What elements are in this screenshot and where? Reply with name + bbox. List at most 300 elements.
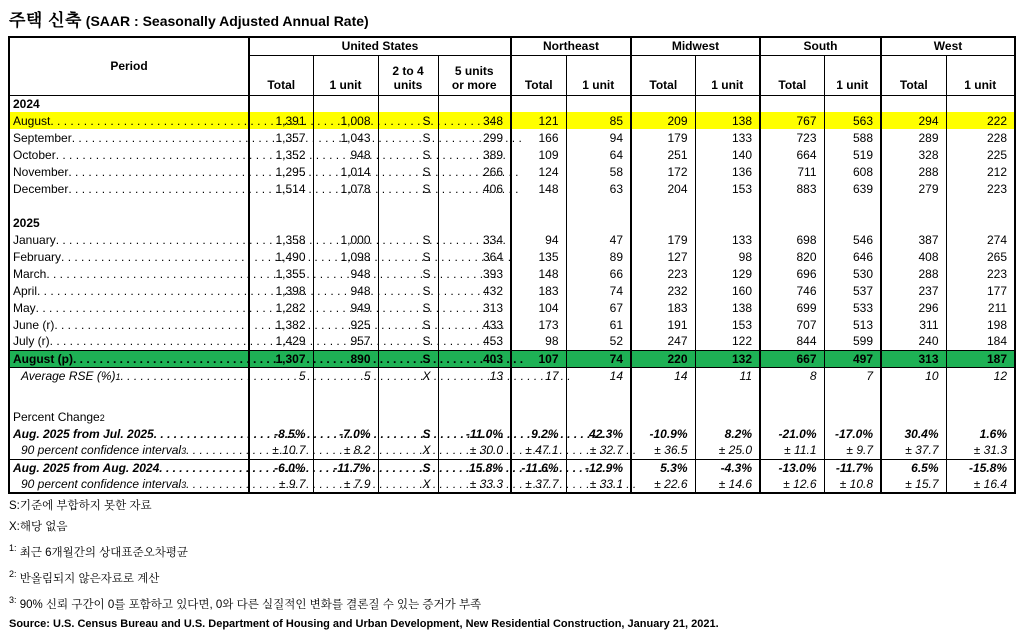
value-cell: ± 37.7 — [881, 442, 946, 459]
value-cell: 1,490 — [249, 248, 313, 265]
value-cell — [631, 214, 695, 231]
period-label-text: 90 percent confidence interval — [21, 477, 182, 491]
value-cell: S — [378, 316, 438, 333]
period-label-text: September — [13, 130, 72, 145]
value-cell: 47 — [566, 231, 631, 248]
value-cell: 664 — [760, 146, 824, 163]
value-cell: 67 — [566, 299, 631, 316]
value-cell: 711 — [760, 163, 824, 180]
value-cell: 173 — [511, 316, 566, 333]
value-cell: 198 — [946, 316, 1015, 333]
table-row — [9, 129, 1015, 146]
value-cell: 153 — [695, 316, 760, 333]
value-cell: -6.0% — [249, 459, 313, 476]
value-cell: 925 — [313, 316, 378, 333]
value-cell: 14 — [631, 367, 695, 384]
value-cell: 599 — [824, 333, 881, 350]
value-cell: 406 — [438, 180, 511, 197]
value-cell: 172 — [631, 163, 695, 180]
value-cell: 66 — [566, 265, 631, 282]
table-row — [9, 299, 1015, 316]
value-cell: 222 — [946, 112, 1015, 129]
value-cell: X — [378, 476, 438, 493]
footnotes — [9, 499, 1015, 612]
value-cell: 122 — [695, 333, 760, 350]
value-cell: ± 37.7 — [511, 476, 566, 493]
period-label-text: August (p) — [13, 351, 73, 366]
value-cell: 177 — [946, 282, 1015, 299]
value-cell: 127 — [631, 248, 695, 265]
value-cell: 1,014 — [313, 163, 378, 180]
value-cell: 11 — [695, 367, 760, 384]
value-cell: 348 — [438, 112, 511, 129]
value-cell: 1,008 — [313, 112, 378, 129]
value-cell: 136 — [695, 163, 760, 180]
value-cell: 1,391 — [249, 112, 313, 129]
value-cell: 639 — [824, 180, 881, 197]
value-cell: 1,000 — [313, 231, 378, 248]
value-cell: 1,352 — [249, 146, 313, 163]
value-cell: X — [378, 442, 438, 459]
value-cell — [511, 408, 566, 425]
period-label — [9, 333, 249, 350]
column-header: Total — [760, 55, 824, 95]
footnote-marker: 2: — [9, 568, 17, 579]
value-cell — [881, 384, 946, 408]
value-cell: ± 9.7 — [824, 442, 881, 459]
value-cell: 5.3% — [631, 459, 695, 476]
value-cell: 183 — [631, 299, 695, 316]
value-cell: 746 — [760, 282, 824, 299]
value-cell: 30.4% — [881, 425, 946, 442]
value-cell: ± 11.1 — [760, 442, 824, 459]
value-cell — [566, 408, 631, 425]
value-cell: 166 — [511, 129, 566, 146]
footnote-marker: 1 — [115, 371, 121, 382]
value-cell: 132 — [695, 350, 760, 367]
value-cell: 453 — [438, 333, 511, 350]
header-group-row — [9, 37, 1015, 55]
value-cell — [631, 384, 695, 408]
value-cell: 289 — [881, 129, 946, 146]
period-label-text: October — [13, 147, 56, 162]
value-cell: 533 — [824, 299, 881, 316]
column-group-west: West — [881, 37, 1015, 55]
value-cell: 957 — [313, 333, 378, 350]
value-cell: 89 — [566, 248, 631, 265]
value-cell: 1,307 — [249, 350, 313, 367]
footnote-text: 반올림되지 않은자료로 계산 — [19, 572, 160, 585]
value-cell: 1,295 — [249, 163, 313, 180]
value-cell: ± 10.8 — [824, 476, 881, 493]
value-cell: 211 — [946, 299, 1015, 316]
value-cell: -11.6% — [511, 459, 566, 476]
value-cell — [566, 197, 631, 214]
value-cell: 14 — [566, 367, 631, 384]
value-cell: 17 — [511, 367, 566, 384]
value-cell: 104 — [511, 299, 566, 316]
value-cell: 133 — [695, 231, 760, 248]
value-cell: 61 — [566, 316, 631, 333]
period-label-text: 2025 — [13, 215, 40, 230]
footnote — [9, 541, 1015, 561]
table-row — [9, 180, 1015, 197]
value-cell: 98 — [695, 248, 760, 265]
value-cell: S — [378, 299, 438, 316]
value-cell — [566, 214, 631, 231]
value-cell: 608 — [824, 163, 881, 180]
table-row — [9, 425, 1015, 442]
housing-starts-table — [8, 36, 1016, 494]
value-cell: 537 — [824, 282, 881, 299]
footnote-marker: 3 — [181, 480, 187, 490]
value-cell: 948 — [313, 146, 378, 163]
value-cell — [760, 214, 824, 231]
value-cell: 288 — [881, 265, 946, 282]
column-header: Total — [511, 55, 566, 95]
table-row — [9, 367, 1015, 384]
value-cell — [313, 197, 378, 214]
value-cell — [946, 384, 1015, 408]
period-label — [9, 95, 249, 112]
value-cell: 334 — [438, 231, 511, 248]
value-cell: 948 — [313, 282, 378, 299]
value-cell: ± 25.0 — [695, 442, 760, 459]
value-cell: 1,382 — [249, 316, 313, 333]
value-cell — [566, 384, 631, 408]
value-cell — [824, 384, 881, 408]
value-cell — [249, 384, 313, 408]
table-row — [9, 95, 1015, 112]
value-cell — [378, 384, 438, 408]
value-cell: 148 — [511, 180, 566, 197]
value-cell: -8.5% — [249, 425, 313, 442]
value-cell: 183 — [511, 282, 566, 299]
value-cell: 1,357 — [249, 129, 313, 146]
value-cell: 696 — [760, 265, 824, 282]
value-cell: 5 — [313, 367, 378, 384]
value-cell: ± 7.9 — [313, 476, 378, 493]
period-label — [9, 476, 249, 493]
value-cell: X — [378, 367, 438, 384]
value-cell: -11.7% — [824, 459, 881, 476]
column-header: Total — [249, 55, 313, 95]
footnote-text: 90% 신뢰 구간이 0를 포함하고 있다면, 0와 다른 실질적인 변화를 결론질 수 있는 증거가 부족 — [19, 598, 482, 611]
value-cell: 883 — [760, 180, 824, 197]
value-cell: 408 — [881, 248, 946, 265]
period-label — [9, 214, 249, 231]
value-cell: 74 — [566, 282, 631, 299]
value-cell — [378, 95, 438, 112]
value-cell: S — [378, 112, 438, 129]
value-cell: 148 — [511, 265, 566, 282]
value-cell — [881, 214, 946, 231]
value-cell: 588 — [824, 129, 881, 146]
source-note: Source: U.S. Census Bureau and U.S. Department of Housing and Urban Development, New Residential Construction, January 21, 2021. — [9, 618, 719, 630]
value-cell — [946, 214, 1015, 231]
period-label — [9, 299, 249, 316]
value-cell: 890 — [313, 350, 378, 367]
column-header: Total — [631, 55, 695, 95]
value-cell: 121 — [511, 112, 566, 129]
column-header: 1 unit — [313, 55, 378, 95]
value-cell: 5 — [249, 367, 313, 384]
value-cell: S — [378, 248, 438, 265]
value-cell: S — [378, 350, 438, 367]
table-row — [9, 476, 1015, 493]
period-label-text: December — [13, 181, 69, 196]
period-label — [9, 112, 249, 129]
value-cell: 497 — [824, 350, 881, 367]
value-cell: 723 — [760, 129, 824, 146]
value-cell: 52 — [566, 333, 631, 350]
value-cell — [760, 95, 824, 112]
value-cell: S — [378, 425, 438, 442]
value-cell: 204 — [631, 180, 695, 197]
period-label-text: February — [13, 249, 62, 264]
value-cell: 64 — [566, 146, 631, 163]
value-cell: ± 15.7 — [881, 476, 946, 493]
value-cell: 153 — [695, 180, 760, 197]
footnote-marker: 3 — [181, 446, 187, 457]
period-label-text: Percent Change — [13, 409, 100, 424]
value-cell — [824, 95, 881, 112]
value-cell: 12 — [946, 367, 1015, 384]
period-label-text: November — [13, 164, 69, 179]
value-cell — [438, 408, 511, 425]
value-cell — [695, 197, 760, 214]
column-group-south: South — [760, 37, 881, 55]
period-label — [9, 282, 249, 299]
value-cell: 513 — [824, 316, 881, 333]
value-cell — [695, 384, 760, 408]
value-cell — [313, 384, 378, 408]
value-cell: 311 — [881, 316, 946, 333]
period-label-text: Aug. 2025 from Jul. 2025 — [13, 426, 154, 441]
value-cell — [438, 95, 511, 112]
value-cell: 179 — [631, 231, 695, 248]
value-cell — [313, 95, 378, 112]
value-cell: ± 14.6 — [695, 476, 760, 493]
period-label — [9, 367, 249, 384]
period-label-text: 90 percent confidence interval — [21, 443, 182, 458]
column-group-northeast: Northeast — [511, 37, 631, 55]
value-cell — [824, 214, 881, 231]
value-cell: 240 — [881, 333, 946, 350]
value-cell: 187 — [946, 350, 1015, 367]
period-label-text: April — [13, 283, 38, 298]
value-cell: 109 — [511, 146, 566, 163]
value-cell: 393 — [438, 265, 511, 282]
footnote: X:해당 없음 — [9, 521, 68, 533]
value-cell: 223 — [946, 180, 1015, 197]
value-cell: 247 — [631, 333, 695, 350]
period-label — [9, 231, 249, 248]
value-cell: -7.0% — [313, 425, 378, 442]
value-cell: 220 — [631, 350, 695, 367]
period-label-text: May — [13, 300, 36, 315]
column-header: 1 unit — [946, 55, 1015, 95]
value-cell: -4.3% — [695, 459, 760, 476]
footnote-marker: 2 — [99, 412, 105, 423]
value-cell: ± 31.3 — [946, 442, 1015, 459]
value-cell: S — [378, 333, 438, 350]
value-cell: -10.9% — [631, 425, 695, 442]
value-cell: S — [378, 163, 438, 180]
spacer-cell — [9, 197, 249, 214]
value-cell: 299 — [438, 129, 511, 146]
table-row — [9, 265, 1015, 282]
value-cell: 223 — [631, 265, 695, 282]
value-cell: 10 — [881, 367, 946, 384]
value-cell: ± 32.7 — [566, 442, 631, 459]
value-cell: 1,078 — [313, 180, 378, 197]
value-cell — [249, 197, 313, 214]
value-cell: 530 — [824, 265, 881, 282]
footnote — [9, 593, 1015, 613]
value-cell — [631, 197, 695, 214]
value-cell: S — [378, 231, 438, 248]
value-cell: ± 33.3 — [438, 476, 511, 493]
table-row — [9, 442, 1015, 459]
value-cell: 274 — [946, 231, 1015, 248]
value-cell: -11.7% — [313, 459, 378, 476]
value-cell: -21.0% — [760, 425, 824, 442]
footnote-marker: 3: — [9, 594, 17, 605]
period-label — [9, 442, 249, 459]
table-body — [9, 95, 1015, 493]
value-cell: 1,355 — [249, 265, 313, 282]
dot-leader — [121, 369, 571, 383]
value-cell: 546 — [824, 231, 881, 248]
value-cell — [695, 95, 760, 112]
value-cell: S — [378, 265, 438, 282]
period-label-text: Average RSE (%) — [21, 368, 116, 383]
value-cell: 85 — [566, 112, 631, 129]
value-cell — [249, 408, 313, 425]
value-cell: 1,282 — [249, 299, 313, 316]
table-row — [9, 248, 1015, 265]
table-row — [9, 112, 1015, 129]
value-cell: 138 — [695, 299, 760, 316]
value-cell — [946, 197, 1015, 214]
value-cell: S — [378, 129, 438, 146]
table-row — [9, 384, 1015, 408]
value-cell: 179 — [631, 129, 695, 146]
period-label-text: June (r) — [13, 317, 55, 332]
value-cell: 266 — [438, 163, 511, 180]
value-cell — [511, 197, 566, 214]
value-cell — [249, 214, 313, 231]
value-cell: 212 — [946, 163, 1015, 180]
value-cell: 184 — [946, 333, 1015, 350]
value-cell: -13.0% — [760, 459, 824, 476]
footnote-marker: 1: — [9, 543, 17, 553]
value-cell: 124 — [511, 163, 566, 180]
value-cell: 820 — [760, 248, 824, 265]
footnote — [9, 567, 1015, 587]
value-cell — [249, 95, 313, 112]
value-cell: 135 — [511, 248, 566, 265]
value-cell: 698 — [760, 231, 824, 248]
spacer-cell — [9, 384, 249, 408]
value-cell: ± 8.2 — [313, 442, 378, 459]
value-cell: 563 — [824, 112, 881, 129]
period-label-text: March — [13, 266, 47, 281]
value-cell — [695, 408, 760, 425]
table-row — [9, 282, 1015, 299]
value-cell: 667 — [760, 350, 824, 367]
value-cell — [946, 95, 1015, 112]
value-cell: 13 — [438, 367, 511, 384]
value-cell: ± 30.0 — [438, 442, 511, 459]
table-row — [9, 408, 1015, 425]
value-cell: 949 — [313, 299, 378, 316]
value-cell: -12.9% — [566, 459, 631, 476]
value-cell: 7 — [824, 367, 881, 384]
value-cell — [511, 95, 566, 112]
value-cell — [631, 95, 695, 112]
value-cell: 707 — [760, 316, 824, 333]
value-cell: ± 10.7 — [249, 442, 313, 459]
column-header: 1 unit — [695, 55, 760, 95]
period-label — [9, 316, 249, 333]
value-cell: 42.3% — [566, 425, 631, 442]
footnote: S:기준에 부합하지 못한 자료 — [9, 500, 152, 512]
dot-leader — [186, 443, 636, 457]
dot-leader — [36, 301, 486, 315]
value-cell: 387 — [881, 231, 946, 248]
value-cell: 98 — [511, 333, 566, 350]
value-cell — [511, 384, 566, 408]
value-cell: 8 — [760, 367, 824, 384]
value-cell: 279 — [881, 180, 946, 197]
value-cell: 251 — [631, 146, 695, 163]
value-cell: 296 — [881, 299, 946, 316]
table-header — [9, 37, 1015, 95]
period-label — [9, 248, 249, 265]
period-header: Period — [9, 37, 249, 95]
value-cell: ± 16.4 — [946, 476, 1015, 493]
value-cell: ± 22.6 — [631, 476, 695, 493]
value-cell: 844 — [760, 333, 824, 350]
table-row — [9, 146, 1015, 163]
period-label — [9, 180, 249, 197]
value-cell — [438, 197, 511, 214]
value-cell — [760, 408, 824, 425]
table-row — [9, 459, 1015, 476]
value-cell: 140 — [695, 146, 760, 163]
value-cell — [695, 214, 760, 231]
dot-leader — [37, 284, 487, 298]
value-cell: 1,098 — [313, 248, 378, 265]
value-cell — [824, 197, 881, 214]
value-cell: -15.8% — [946, 459, 1015, 476]
value-cell — [946, 408, 1015, 425]
column-header: 2 to 4 units — [378, 55, 438, 95]
value-cell: 328 — [881, 146, 946, 163]
title-english: (SAAR : Seasonally Adjusted Annual Rate) — [81, 13, 369, 29]
value-cell: 228 — [946, 129, 1015, 146]
value-cell: 1,398 — [249, 282, 313, 299]
table-row — [9, 333, 1015, 350]
table-row — [9, 350, 1015, 367]
value-cell — [824, 408, 881, 425]
value-cell — [313, 214, 378, 231]
value-cell: 74 — [566, 350, 631, 367]
period-label — [9, 146, 249, 163]
value-cell: S — [378, 146, 438, 163]
